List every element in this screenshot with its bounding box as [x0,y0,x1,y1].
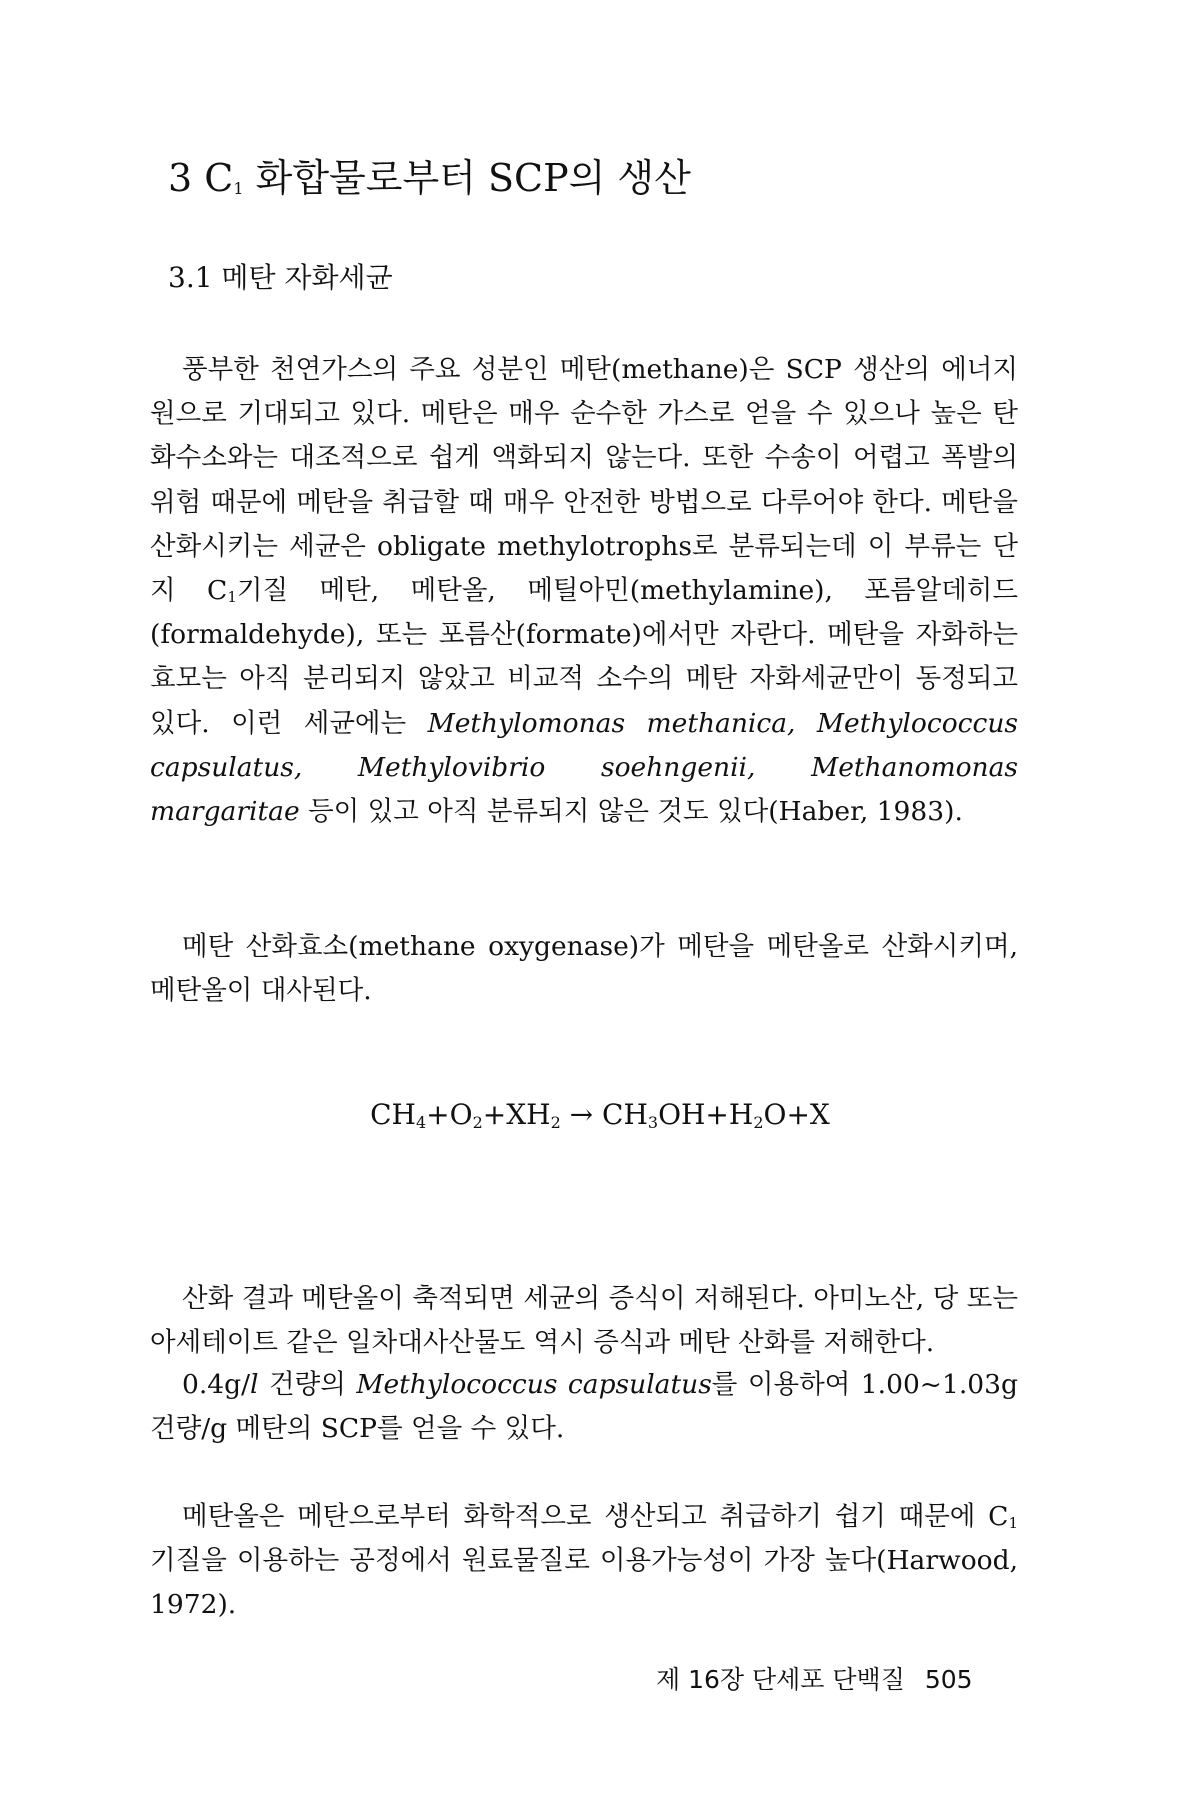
page-footer [656,1662,973,1698]
paragraph-1-subscript: 1 [227,588,237,607]
paragraph-4-text-a: 0.4g/ [182,1369,251,1400]
eq-part: OH+H [658,1098,754,1131]
eq-subscript: 2 [753,1113,764,1132]
paragraph-methane-bacteria [150,348,1018,834]
page-number: 505 [924,1665,973,1694]
eq-part: O+X [763,1098,830,1131]
species-name: Methylococcus capsulatus [356,1369,712,1400]
paragraph-5-text-b: 기질을 이용하는 공정에서 원료물질로 이용가능성이 가장 높다(Harwood, 1972). [150,1545,1018,1621]
eq-subscript: 4 [415,1113,427,1132]
section-title-text: 화합물로부터 SCP의 생산 [255,156,691,200]
section-c-subscript: 1 [233,179,244,198]
eq-subscript: 3 [647,1113,659,1132]
paragraph-methanol-inhibition: 산화 결과 메탄올이 축적되면 세균의 증식이 저해된다. 아미노산, 당 또는 아세테이트 같은 일차대사산물도 역시 증식과 메탄 산화를 저해한다. [150,1283,1018,1359]
eq-arrow: → [560,1098,603,1131]
paragraph-1-text-a: 풍부한 천연가스의 주요 성분인 메탄(methane)은 SCP 생산의 에너지원으로 기대되고 있다. 메탄은 매우 순수한 가스로 얻을 수 있으나 높은 탄화수소와는 대조적으로 쉽게 액화되지 않는다. 또한 수송이 어렵고 폭발의 위험 때문에 메탄을 취급할 때 매우 안전한 방법으로 다루어야 한다. 메탄을 산화시키는 세균은 obligate methylotrophs로 분류되는데 이 부류는 단지 C [150,354,1018,607]
eq-part: +XH [482,1098,551,1131]
eq-part: CH [602,1098,648,1131]
subsection-title: 3.1 메탄 자화세균 [168,261,393,294]
paragraph-scp-yield [150,1363,1018,1451]
eq-part: +O [426,1098,473,1131]
eq-subscript: 2 [550,1113,561,1132]
footer-chapter-title: 제 16장 단세포 단백질 [656,1665,905,1694]
species-list: Methylomonas methanica, Methylococcus capsulatus, Methylovibrio soehngenii, Methanomonas margaritae [150,707,1018,828]
section-c-symbol: C [204,156,234,200]
paragraph-5-subscript: 1 [1008,1514,1018,1532]
chemical-equation [0,1095,1200,1135]
eq-subscript: 2 [472,1113,483,1132]
paragraph-1-text-c: 등이 있고 아직 분류되지 않은 것도 있다(Haber, 1983). [299,796,963,828]
paragraph-methanol-substrate [150,1495,1018,1628]
paragraph-5-text-a: 메탄올은 메탄으로부터 화학적으로 생산되고 취급하기 쉽기 때문에 C [182,1501,1009,1532]
paragraph-4-text-c: 를 이용하여 1.00~1.03g 건량/g 메탄의 SCP를 얻을 수 있다. [150,1369,1018,1445]
paragraph-4-text-b: 건량의 [258,1369,357,1400]
paragraph-1-text-b: 기질 메탄, 메탄올, 메틸아민(methylamine), 포름알데히드(formaldehyde), 또는 포름산(formate)에서만 자란다. 메탄을 자화하는 효모는 아직 분리되지 않았고 비교적 소수의 메탄 자화세균만이 동정되고 있다. 이런 세균에는 [150,575,1018,739]
unit-liter: l [250,1369,259,1400]
eq-part: CH [370,1098,416,1131]
section-number: 3 [168,156,193,200]
section-title [168,152,691,215]
paragraph-methane-oxygenase: 메탄 산화효소(methane oxygenase)가 메탄을 메탄올로 산화시키며, 메탄올이 대사된다. [150,931,1018,1007]
